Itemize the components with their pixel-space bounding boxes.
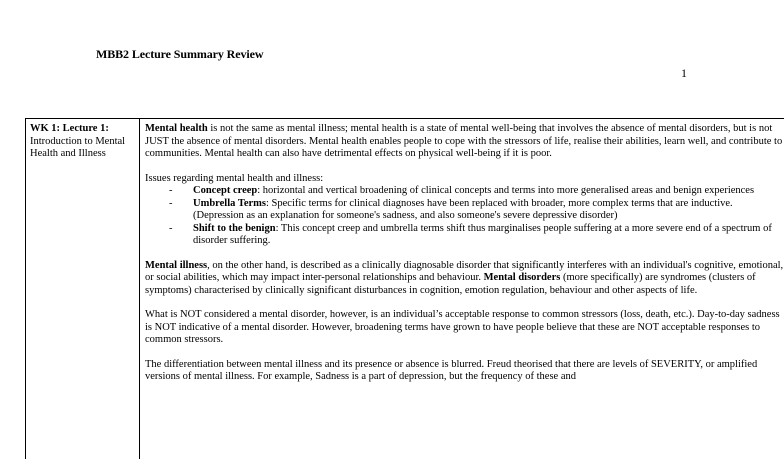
mental-health-text: is not the same as mental illness; mental health is a state of mental well-being that involves the absence of mental disorders, but is not JUST the absence of mental disorders. Mental health enables people to cope with the stressors of life, realise their abilities, learn well, and contribute to communities. Mental health can also have detrimental effects on physical well-being if it is poor.	[145, 123, 783, 159]
issues-list	[145, 185, 784, 248]
week-label: WK 1: Lecture 1:	[30, 123, 109, 134]
document-title: MBB2 Lecture Summary Review	[96, 47, 264, 61]
term-mental-health: Mental health	[145, 123, 208, 134]
list-dash: -	[169, 197, 173, 209]
list-item	[145, 185, 784, 198]
not-disorder-paragraph: What is NOT considered a mental disorder, however, is an individual’s acceptable response to common stressors (loss, death, etc.). Day-to-day sadness is NOT indicative of a mental disorder. However, broadening terms have grown to have people believe that these are NOT acceptable responses to common stressors.	[145, 309, 780, 345]
page-number: 1	[681, 66, 687, 80]
term-concept-creep: Concept creep	[193, 185, 258, 196]
list-dash: -	[169, 185, 173, 196]
umbrella-terms-text: : Specific terms for clinical diagnoses have been replaced with broader, more complex terms that are inductive. (Depression as an explanation for someone's sadness, and also someone's severe depressive disorder)	[193, 197, 733, 221]
mental-health-paragraph	[145, 123, 784, 161]
term-mental-disorders: Mental disorders	[483, 272, 561, 283]
lecture-summary-table	[25, 118, 784, 459]
term-shift-to-benign: Shift to the benign	[193, 222, 276, 234]
mental-illness-paragraph	[145, 260, 784, 298]
differentiation-paragraph: The differentiation between mental illness and its presence or absence is blurred. Freud theorised that there are levels of SEVERITY, or amplified versions of mental illness. For example, Sadness is a part of depression, but the frequency of these and	[145, 358, 758, 382]
lecture-label-cell	[26, 119, 140, 459]
lecture-content-cell	[145, 123, 784, 396]
mental-illness-text: , on the other hand, is described as a clinically diagnosable disorder that significantly interferes with an individual's cognitive, emotional, or social abilities, which may impact inter-personal relationships and behaviour.	[145, 259, 784, 283]
list-dash: -	[169, 222, 173, 234]
concept-creep-text: : horizontal and vertical broadening of clinical concepts and terms into more generalised areas and benign experiences	[257, 185, 755, 196]
mental-disorders-text: (more specifically) are syndromes (clusters of symptoms) characterised by clinically significant disturbances in cognition, emotion regulation, behaviour and other aspects of life.	[145, 272, 756, 296]
list-item	[145, 223, 784, 248]
term-mental-illness: Mental illness	[145, 259, 208, 271]
issues-heading: Issues regarding mental health and illness:	[145, 172, 324, 184]
lecture-topic: Introduction to Mental Health and Illness	[30, 135, 126, 159]
list-item	[145, 198, 784, 223]
term-umbrella-terms: Umbrella Terms	[193, 197, 267, 209]
shift-to-benign-text: : This concept creep and umbrella terms shift thus marginalises people suffering at a more severe end of a spectrum of disorder suffering.	[193, 222, 772, 246]
